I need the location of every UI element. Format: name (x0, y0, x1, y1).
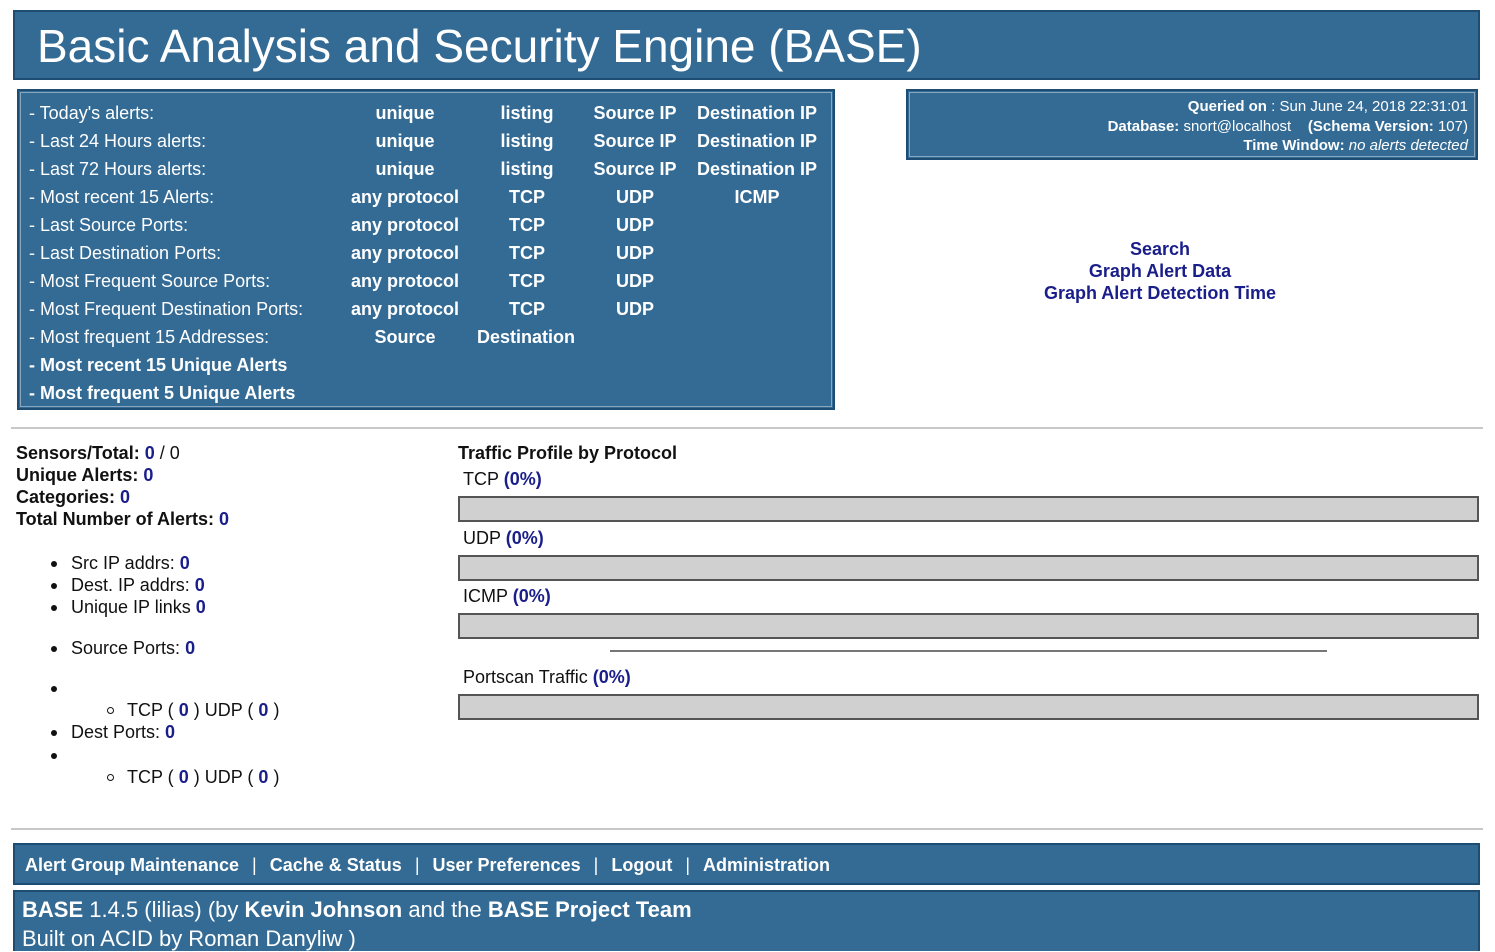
tcp-traffic-bar (458, 496, 1479, 522)
src-tcp-value[interactable]: 0 (178, 700, 189, 720)
credit-line (22, 897, 692, 923)
menu-label: - Most recent 15 Alerts: (29, 187, 215, 207)
link-freqdst-tcp[interactable]: TCP (509, 299, 545, 319)
graph-alert-data-link[interactable]: Graph Alert Data (1088, 261, 1232, 281)
link-frequent-5-unique-alerts[interactable]: - Most frequent 5 Unique Alerts (29, 383, 296, 403)
dest-ports-value[interactable]: 0 (165, 722, 176, 742)
list-item (127, 766, 279, 788)
categories-line (16, 486, 229, 508)
schema-label: (Schema Version: (1307, 118, 1434, 135)
link-lastsrc-tcp[interactable]: TCP (509, 215, 545, 235)
total-alerts-line (16, 508, 229, 530)
search-link[interactable]: Search (1129, 239, 1191, 259)
portscan-traffic-label (463, 667, 631, 688)
icmp-label: ICMP (463, 586, 508, 606)
categories-value[interactable]: 0 (120, 487, 131, 507)
link-freqsrc-udp[interactable]: UDP (615, 271, 654, 291)
tcp-traffic-label (463, 469, 542, 490)
author-name: Kevin Johnson (244, 897, 403, 922)
menu-label: - Today's alerts: (29, 103, 155, 123)
queried-on-value: : Sun June 24, 2018 22:31:01 (1271, 98, 1468, 115)
time-window-label: Time Window: (1243, 137, 1345, 154)
link-72h-unique[interactable]: unique (375, 159, 435, 179)
total-alerts-label: Total Number of Alerts: (16, 509, 215, 529)
unique-alerts-label: Unique Alerts: (16, 465, 139, 485)
list-item (71, 552, 190, 574)
unique-links-value[interactable]: 0 (195, 597, 206, 617)
unique-links-label: Unique IP links (71, 597, 191, 617)
list-item (127, 699, 279, 721)
tcp-label: TCP (463, 469, 499, 489)
page-title: Basic Analysis and Security Engine (BASE) (37, 20, 922, 72)
portscan-traffic-bar (458, 694, 1479, 720)
unique-alerts-value[interactable]: 0 (143, 465, 154, 485)
link-lastdst-tcp[interactable]: TCP (509, 243, 545, 263)
src-tcp-label: TCP ( (127, 700, 174, 720)
summary-stats (16, 442, 229, 530)
dest-ports-label: Dest Ports: (71, 722, 161, 742)
cache-status-link[interactable]: Cache & Status (269, 855, 402, 875)
source-ports-label: Source Ports: (71, 638, 181, 658)
sensors-line (16, 442, 229, 464)
menu-row-freq-addresses (19, 323, 833, 351)
list-item (71, 574, 205, 596)
udp-traffic-label (463, 528, 544, 549)
link-lastdst-any-protocol[interactable]: any protocol (350, 243, 459, 263)
menu-label: - Most Frequent Source Ports: (29, 271, 271, 291)
time-window-value: no alerts detected (1348, 137, 1468, 154)
nav-separator: | (593, 855, 599, 875)
dst-tcp-value[interactable]: 0 (178, 767, 189, 787)
link-recent15-icmp[interactable]: ICMP (734, 187, 780, 207)
dst-udp-value[interactable]: 0 (258, 767, 269, 787)
link-24h-listing[interactable]: listing (500, 131, 554, 151)
udp-traffic-bar (458, 555, 1479, 581)
link-today-listing[interactable]: listing (500, 103, 554, 123)
tcp-percent-link[interactable]: (0%) (503, 469, 542, 489)
list-item (71, 637, 195, 659)
alert-group-maintenance-link[interactable]: Alert Group Maintenance (25, 855, 240, 875)
version-text: 1.4.5 (lilias) (by (89, 897, 239, 922)
link-recent15-udp[interactable]: UDP (615, 187, 654, 207)
list-item (71, 721, 175, 743)
menu-label: - Most frequent 15 Addresses: (29, 327, 270, 347)
nav-separator: | (252, 855, 257, 875)
alert-menu-panel (17, 89, 835, 410)
divider (11, 427, 1483, 429)
unique-alerts-line (16, 464, 229, 486)
dest-ip-label: Dest. IP addrs: (71, 575, 190, 595)
link-recent-15-unique-alerts[interactable]: - Most recent 15 Unique Alerts (29, 355, 288, 375)
link-72h-source-ip[interactable]: Source IP (593, 159, 677, 179)
traffic-profile-title: Traffic Profile by Protocol (458, 443, 678, 463)
header-banner (13, 10, 1480, 80)
sensors-label: Sensors/Total: (16, 443, 140, 463)
udp-percent-link[interactable]: (0%) (505, 528, 544, 548)
link-freqaddr-source[interactable]: Source (374, 327, 436, 347)
queried-on-label: Queried on (1187, 98, 1267, 115)
database-label: Database: (1107, 118, 1180, 135)
menu-row-24h (19, 127, 833, 155)
menu-label: - Most Frequent Destination Ports: (29, 299, 304, 319)
nav-separator: | (414, 855, 420, 875)
menu-row-72h (19, 155, 833, 183)
menu-row-freq-src-ports (19, 267, 833, 295)
list-item (71, 596, 206, 618)
and-the-text: and the (408, 897, 482, 922)
base-name: BASE (22, 897, 84, 922)
menu-label: - Last Source Ports: (29, 215, 189, 235)
traffic-separator (610, 650, 1327, 652)
link-freqsrc-tcp[interactable]: TCP (509, 271, 545, 291)
dst-udp-label: ) UDP ( (193, 767, 254, 787)
src-ip-label: Src IP addrs: (71, 553, 175, 573)
graph-alert-detection-time-link[interactable]: Graph Alert Detection Time (1043, 283, 1277, 303)
link-72h-listing[interactable]: listing (500, 159, 554, 179)
link-recent15-tcp[interactable]: TCP (509, 187, 545, 207)
action-links (1010, 238, 1310, 304)
logout-link[interactable]: Logout (611, 855, 673, 875)
menu-row-recent15 (19, 183, 833, 211)
link-freqdst-udp[interactable]: UDP (615, 299, 654, 319)
nav-separator: | (685, 855, 691, 875)
built-on-line: Built on ACID by Roman Danyliw ) (22, 926, 356, 951)
database-line (1108, 118, 1468, 135)
icmp-traffic-bar (458, 613, 1479, 639)
link-lastsrc-any-protocol[interactable]: any protocol (350, 215, 459, 235)
link-freqdst-any-protocol[interactable]: any protocol (350, 299, 459, 319)
menu-label: - Last 72 Hours alerts: (29, 159, 207, 179)
link-freqsrc-any-protocol[interactable]: any protocol (350, 271, 459, 291)
icmp-traffic-label (463, 586, 551, 607)
menu-row-last-src-ports (19, 211, 833, 239)
link-24h-destination-ip[interactable]: Destination IP (696, 131, 817, 151)
link-today-destination-ip[interactable]: Destination IP (696, 103, 817, 123)
link-recent15-any-protocol[interactable]: any protocol (350, 187, 459, 207)
portscan-label: Portscan Traffic (463, 667, 588, 687)
menu-row-last-dst-ports (19, 239, 833, 267)
link-today-source-ip[interactable]: Source IP (593, 103, 677, 123)
schema-value: 107) (1437, 118, 1468, 135)
link-today-unique[interactable]: unique (375, 103, 435, 123)
src-ip-value[interactable]: 0 (179, 553, 190, 573)
menu-label: - Last Destination Ports: (29, 243, 222, 263)
close-paren: ) (273, 767, 280, 787)
icmp-percent-link[interactable]: (0%) (512, 586, 551, 606)
administration-link[interactable]: Administration (703, 855, 831, 875)
database-value: snort@localhost (1183, 118, 1292, 135)
sensors-value[interactable]: 0 (144, 443, 155, 463)
menu-row-frequent-unique (19, 379, 833, 407)
portscan-percent-link[interactable]: (0%) (592, 667, 631, 687)
close-paren: ) (273, 700, 280, 720)
link-lastsrc-udp[interactable]: UDP (615, 215, 654, 235)
dest-ip-value[interactable]: 0 (194, 575, 205, 595)
link-lastdst-udp[interactable]: UDP (615, 243, 654, 263)
link-72h-destination-ip[interactable]: Destination IP (696, 159, 817, 179)
dst-tcp-label: TCP ( (127, 767, 174, 787)
src-udp-label: ) UDP ( (193, 700, 254, 720)
team-name: BASE Project Team (487, 897, 692, 922)
link-24h-source-ip[interactable]: Source IP (593, 131, 677, 151)
udp-label: UDP (463, 528, 501, 548)
link-24h-unique[interactable]: unique (375, 131, 435, 151)
footer-nav (13, 843, 1480, 885)
menu-row-freq-dst-ports (19, 295, 833, 323)
total-alerts-value[interactable]: 0 (219, 509, 230, 529)
src-udp-value[interactable]: 0 (258, 700, 269, 720)
queried-on-line (1188, 98, 1468, 115)
menu-label: - Last 24 Hours alerts: (29, 131, 207, 151)
menu-row-recent-unique (19, 351, 833, 379)
link-freqaddr-destination[interactable]: Destination (476, 327, 575, 347)
query-info-panel (906, 89, 1478, 160)
sensors-total: / 0 (159, 443, 180, 463)
footer-credit (13, 890, 1480, 951)
source-ports-value[interactable]: 0 (185, 638, 196, 658)
divider (11, 828, 1483, 830)
user-preferences-link[interactable]: User Preferences (432, 855, 581, 875)
categories-label: Categories: (16, 487, 116, 507)
time-window-line (1243, 137, 1468, 154)
menu-row-today (19, 99, 833, 127)
